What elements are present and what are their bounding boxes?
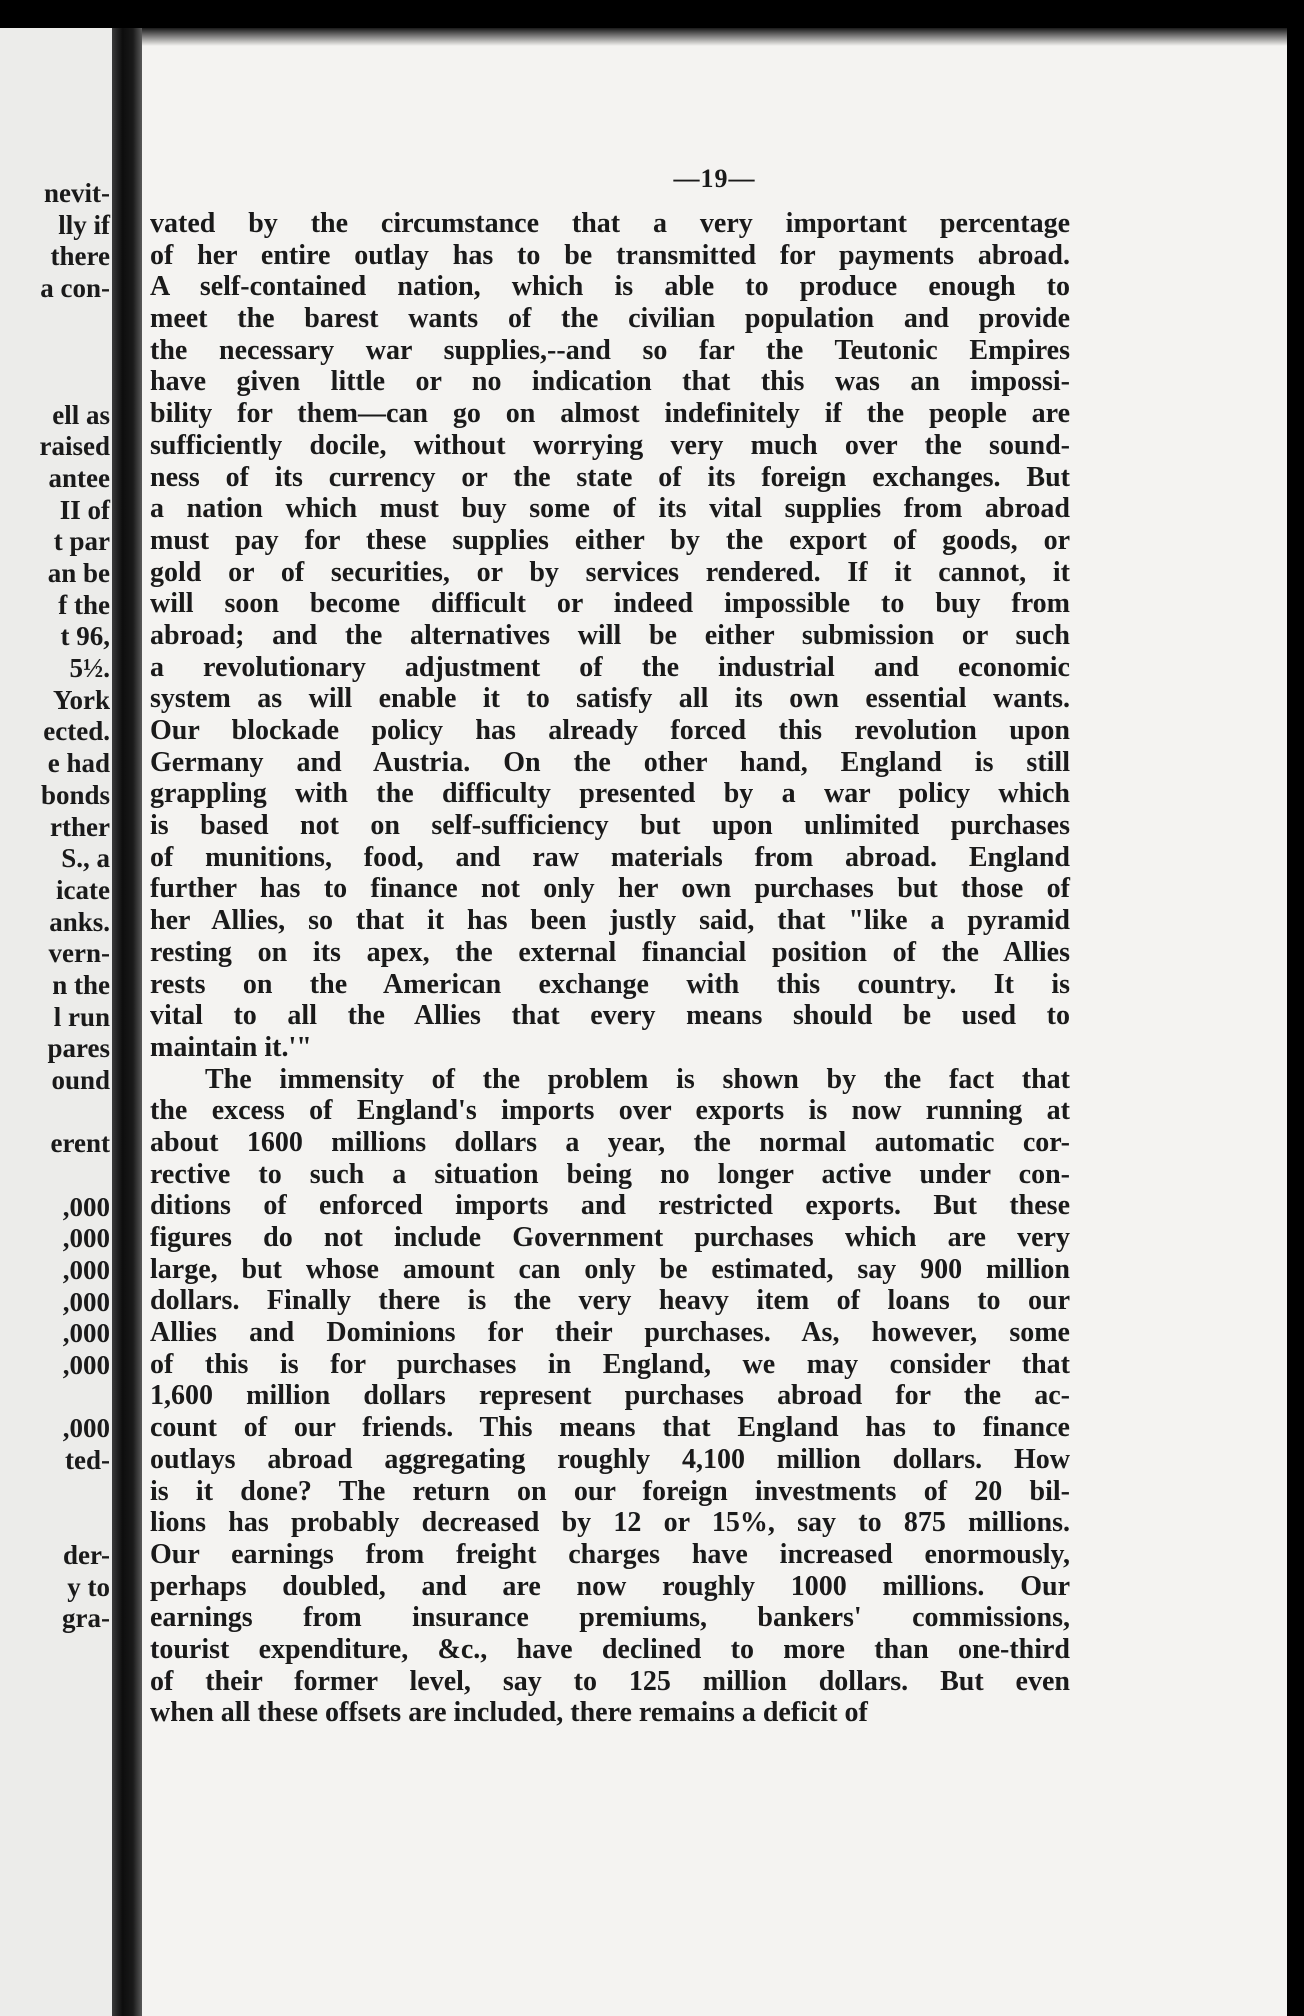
facing-page-line: ,000 [62, 1350, 110, 1381]
facing-page-line: ,000 [62, 1318, 110, 1349]
body-text [150, 208, 1070, 1729]
facing-page-line: raised [39, 431, 110, 462]
text-line: vated by the circumstance that a very important percentage [150, 208, 1070, 239]
facing-page-line: ,000 [62, 1254, 110, 1285]
facing-page-line: t 96, [60, 621, 110, 652]
text-line: her Allies, so that it has been justly said, that "like a pyramid [150, 905, 1070, 937]
facing-page-line: nevit- [44, 178, 110, 208]
text-line: must pay for these supplies either by the export of goods, or [150, 524, 1070, 556]
text-line: bility for them—can go on almost indefinitely if the people are [150, 398, 1070, 430]
facing-page-line: ,000 [62, 1223, 110, 1254]
text-line: Our blockade policy has already forced this revolution upon [150, 715, 1070, 746]
text-line: is based not on self-sufficiency but upon unlimited purchases [150, 810, 1070, 842]
book-gutter [112, 28, 142, 2016]
text-line: ditions of enforced imports and restricted exports. But these [150, 1190, 1070, 1222]
text-line: system as will enable it to satisfy all its own essential wants. [150, 683, 1070, 715]
text-line: have given little or no indication that this was an impossi- [150, 366, 1070, 398]
facing-page-line: ected. [43, 716, 110, 747]
text-line: the excess of England's imports over exports is now running at [150, 1095, 1070, 1127]
facing-page-line: anks. [49, 906, 110, 937]
text-line: resting on its apex, the external financial position of the Allies [150, 936, 1070, 968]
text-line: tourist expenditure, &c., have declined to more than one-third [150, 1633, 1070, 1665]
facing-page-line: an be [47, 558, 110, 589]
facing-page-line: gra- [62, 1603, 110, 1634]
text-line: A self-contained nation, which is able to produce enough to [150, 271, 1070, 303]
text-line: large, but whose amount can only be estimated, say 900 million [150, 1253, 1070, 1285]
text-line: Allies and Dominions for their purchases. As, however, some [150, 1317, 1070, 1349]
text-line: lions has probably decreased by 12 or 15%, say to 875 millions. [150, 1507, 1070, 1539]
facing-page-line: ell as [52, 399, 110, 430]
paragraph [150, 208, 1070, 1064]
facing-page-line: a con- [40, 273, 110, 304]
facing-page-line: lly if [58, 209, 110, 240]
text-line: maintain it.'" [150, 1031, 312, 1063]
text-line: grappling with the difficulty presented by a war policy which [150, 778, 1070, 810]
main-page [142, 46, 1287, 2016]
facing-page-line: t par [53, 526, 110, 557]
text-line: rective to such a situation being no longer active under con- [150, 1158, 1070, 1190]
text-line: outlays abroad aggregating roughly 4,100 million dollars. How [150, 1443, 1070, 1475]
text-line: sufficiently docile, without worrying very much over the sound- [150, 429, 1070, 461]
text-line: Our earnings from freight charges have increased enormously, [150, 1538, 1070, 1570]
facing-page-line: ound [51, 1064, 110, 1095]
text-line: abroad; and the alternatives will be either submission or such [150, 619, 1070, 651]
facing-page-line: York [52, 684, 110, 715]
facing-page-line: e had [47, 748, 110, 779]
facing-page-line: icate [56, 874, 110, 905]
facing-page-line: f the [58, 589, 110, 620]
text-line: the necessary war supplies,--and so far the Teutonic Empires [150, 334, 1070, 366]
text-line: a revolutionary adjustment of the industrial and economic [150, 651, 1070, 683]
facing-page-line: erent [50, 1128, 110, 1159]
top-shadow [142, 28, 1287, 46]
facing-page-line: ,000 [62, 1286, 110, 1317]
text-line: rests on the American exchange with this country. It is [150, 968, 1070, 1000]
paragraph [150, 1064, 1070, 1729]
facing-page-line: antee [48, 463, 110, 494]
text-line: meet the barest wants of the civilian population and provide [150, 303, 1070, 335]
text-line: ness of its currency or the state of its foreign exchanges. But [150, 461, 1070, 493]
text-line: a nation which must buy some of its vital supplies from abroad [150, 493, 1070, 525]
text-line: of their former level, say to 125 million dollars. But even [150, 1665, 1070, 1697]
text-line: vital to all the Allies that every means should be used to [150, 1000, 1070, 1032]
text-line: of her entire outlay has to be transmitted for payments abroad. [150, 239, 1070, 271]
facing-page-sliver [0, 28, 112, 2016]
text-line: of munitions, food, and raw materials from abroad. England [150, 841, 1070, 873]
text-line: when all these offsets are included, there remains a deficit of [150, 1697, 868, 1729]
facing-page-line: II of [59, 494, 110, 525]
facing-page-line: 5½. [69, 653, 110, 684]
text-line: figures do not include Government purchases which are very [150, 1222, 1070, 1253]
text-line: The immensity of the problem is shown by the fact that [205, 1063, 1070, 1095]
right-edge [1287, 28, 1304, 2016]
facing-page-line: der- [63, 1540, 110, 1571]
facing-page-line: there [50, 241, 110, 272]
text-line: Germany and Austria. On the other hand, England is still [150, 746, 1070, 778]
facing-page-line: ,000 [62, 1413, 110, 1444]
text-line: of this is for purchases in England, we may consider that [150, 1348, 1070, 1380]
facing-page-line: rther [50, 811, 110, 842]
facing-page-line: l run [53, 1001, 110, 1032]
text-line: about 1600 millions dollars a year, the normal automatic cor- [150, 1126, 1070, 1158]
page-number: —19— [673, 164, 756, 193]
text-line: 1,600 million dollars represent purchases abroad for the ac- [150, 1380, 1070, 1412]
text-line: count of our friends. This means that England has to finance [150, 1412, 1070, 1444]
facing-page-line: n the [52, 969, 110, 1000]
facing-page-line: S., a [61, 843, 110, 874]
facing-page-line: ,000 [62, 1191, 110, 1222]
text-line: perhaps doubled, and are now roughly 1000 millions. Our [150, 1570, 1070, 1602]
text-line: is it done? The return on our foreign investments of 20 bil- [150, 1475, 1070, 1507]
text-line: gold or of securities, or by services rendered. If it cannot, it [150, 556, 1070, 588]
facing-page-line: vern- [48, 938, 110, 969]
text-line: dollars. Finally there is the very heavy item of loans to our [150, 1285, 1070, 1317]
text-line: earnings from insurance premiums, bankers' commissions, [150, 1602, 1070, 1634]
text-line: will soon become difficult or indeed impossible to buy from [150, 588, 1070, 620]
facing-page-line: ted- [65, 1445, 110, 1476]
text-line: further has to finance not only her own purchases but those of [150, 873, 1070, 905]
facing-page-line: pares [47, 1033, 110, 1064]
facing-page-line: y to [67, 1571, 110, 1602]
facing-page-line: bonds [40, 779, 110, 810]
